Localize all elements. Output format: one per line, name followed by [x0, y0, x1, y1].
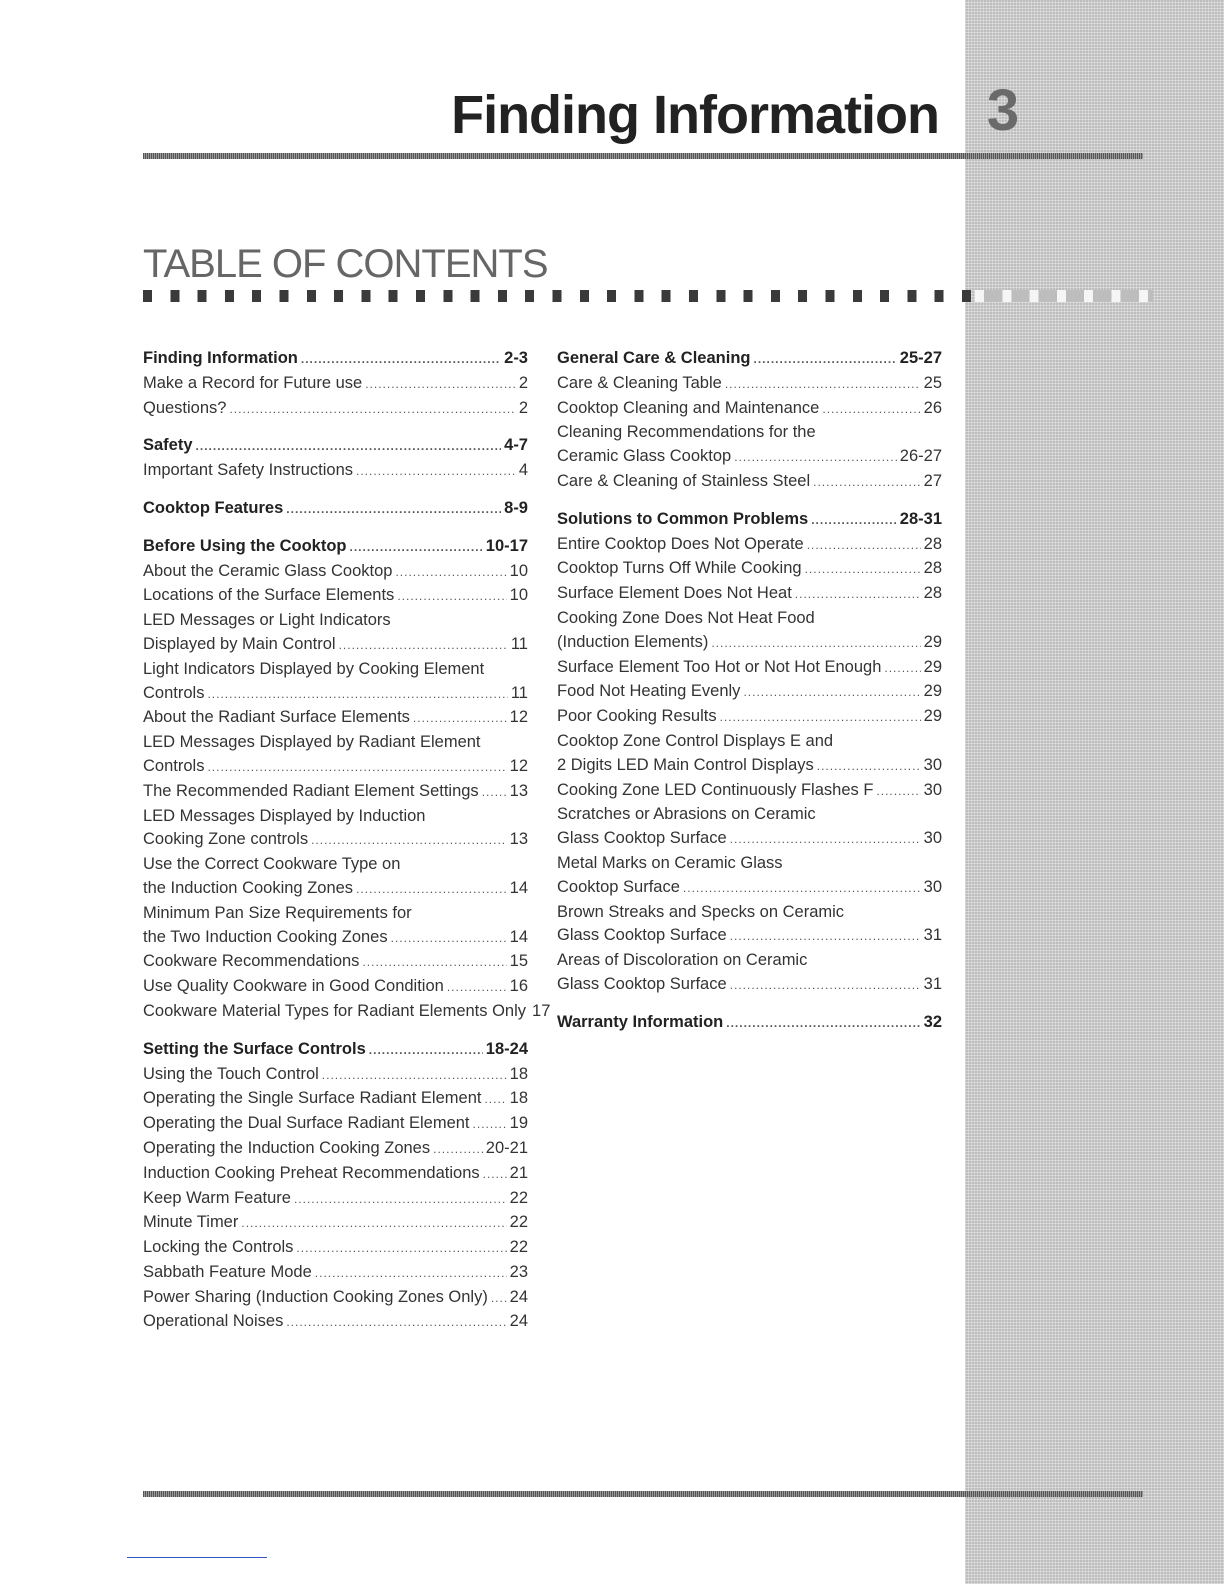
toc-page-number: 13	[509, 830, 528, 849]
toc-entry-title: Displayed by Main Control	[143, 634, 336, 653]
toc-entry[interactable]	[143, 1087, 528, 1112]
dot-leader	[433, 1138, 483, 1162]
dot-leader	[365, 373, 516, 397]
toc-page-number: 32	[923, 1012, 942, 1031]
toc-entry[interactable]	[143, 1112, 528, 1137]
toc-entry[interactable]	[557, 372, 942, 397]
toc-page-number: 17	[532, 1001, 551, 1020]
dot-leader	[447, 976, 507, 1000]
toc-entry-title: LED Messages or Light Indicators	[143, 611, 391, 630]
dot-leader	[391, 927, 507, 951]
toc-entry[interactable]	[143, 1261, 528, 1286]
toc-page-number: 14	[509, 878, 528, 897]
toc-entry-title: Cooktop Turns Off While Cooking	[557, 559, 802, 578]
toc-entry-title: (Induction Elements)	[557, 632, 709, 651]
toc-entry-title: General Care & Cleaning	[557, 349, 751, 367]
toc-entry-title: Brown Streaks and Specks on Ceramic	[557, 902, 845, 921]
toc-entry-title: Cleaning Recommendations for the	[557, 423, 816, 442]
toc-entry-title: Power Sharing (Induction Cooking Zones Only)	[143, 1287, 488, 1306]
toc-page-number: 11	[510, 683, 528, 702]
toc-entry[interactable]	[143, 805, 528, 829]
dot-leader	[730, 974, 921, 998]
toc-section	[143, 535, 551, 1025]
toc-page-number: 30	[923, 829, 942, 848]
toc-page-number: 25-27	[899, 349, 942, 367]
toc-entry[interactable]	[557, 631, 942, 656]
toc-entry[interactable]	[143, 1162, 528, 1187]
dot-leader	[811, 509, 897, 533]
toc-entry[interactable]	[143, 950, 528, 975]
toc-entry-title: the Induction Cooking Zones	[143, 878, 354, 897]
footer-rule	[143, 1491, 1143, 1497]
toc-entry[interactable]	[557, 730, 942, 754]
toc-page-number: 18	[509, 1064, 528, 1083]
toc-right-column	[557, 347, 942, 1049]
toc-entry[interactable]	[143, 682, 528, 707]
toc-section	[143, 434, 528, 484]
toc-entry[interactable]	[143, 1211, 528, 1236]
toc-page-number: 14	[509, 927, 528, 946]
toc-page-number: 31	[923, 926, 942, 945]
dot-leader	[753, 348, 896, 372]
dot-leader	[294, 1188, 507, 1212]
toc-entry-title: Operating the Dual Surface Radiant Element	[143, 1114, 470, 1133]
toc-entry[interactable]	[557, 533, 942, 558]
dot-leader	[286, 1311, 506, 1335]
toc-entry-title: Cooktop Features	[143, 498, 284, 517]
side-stripe	[965, 0, 1224, 1584]
toc-page-number: 10-17	[485, 536, 528, 555]
toc-page-number: 4	[518, 461, 528, 480]
dot-leader	[483, 1163, 507, 1187]
toc-entry-title: Minute Timer	[143, 1213, 239, 1232]
dot-leader	[362, 951, 506, 975]
dot-leader	[876, 780, 920, 804]
dot-leader	[207, 756, 506, 780]
toc-entry-title: Care & Cleaning Table	[557, 373, 722, 392]
toc-entry-title: Setting the Surface Controls	[143, 1039, 366, 1058]
toc-entry-title: Cooking Zone Does Not Heat Food	[557, 608, 815, 627]
toc-entry-title: the Two Induction Cooking Zones	[143, 927, 388, 946]
toc-entry-title: Sabbath Feature Mode	[143, 1262, 312, 1281]
dot-leader	[322, 1064, 507, 1088]
dot-leader	[683, 877, 921, 901]
toc-entry[interactable]	[143, 560, 528, 585]
toc-entry-title: Make a Record for Future use	[143, 373, 363, 392]
dot-leader	[339, 634, 508, 658]
dot-leader	[350, 536, 483, 560]
toc-page-number: 24	[509, 1287, 528, 1306]
toc-entry-title: Scratches or Abrasions on Ceramic	[557, 805, 816, 824]
toc-page-number: 30	[923, 755, 942, 774]
toc-page-number: 29	[923, 682, 942, 701]
toc-entry-title: Cookware Recommendations	[143, 952, 360, 971]
page-title: Finding Information	[451, 85, 939, 145]
toc-entry-title: Before Using the Cooktop	[143, 536, 347, 555]
toc-section-heading[interactable]	[143, 434, 528, 459]
toc-section-heading[interactable]	[143, 1038, 528, 1063]
toc-section	[143, 347, 528, 421]
dot-leader	[805, 558, 921, 582]
toc-section	[557, 1011, 942, 1036]
toc-section-heading[interactable]	[557, 508, 942, 533]
dot-leader	[817, 755, 921, 779]
dot-leader	[807, 534, 921, 558]
toc-page-number: 29	[923, 632, 942, 651]
toc-entry[interactable]	[557, 876, 942, 901]
toc-section-heading[interactable]	[143, 347, 528, 372]
toc-page-number: 2	[518, 373, 528, 392]
dot-leader	[734, 446, 897, 470]
toc-page-number: 4-7	[504, 436, 528, 455]
toc-entry-title: Warranty Information	[557, 1012, 724, 1031]
toc-page-number: 20-21	[485, 1138, 528, 1157]
toc-entry[interactable]	[143, 633, 528, 658]
toc-entry[interactable]	[143, 853, 528, 877]
toc-page-number: 10	[509, 586, 528, 605]
toc-entry[interactable]	[143, 755, 528, 780]
toc-entry[interactable]	[557, 949, 942, 973]
toc-section-heading[interactable]	[557, 1011, 942, 1036]
dot-leader	[196, 435, 502, 459]
toc-page-number: 18	[509, 1089, 528, 1108]
toc-entry-title: Safety	[143, 436, 193, 455]
toc-entry[interactable]	[143, 1236, 528, 1261]
toc-entry-title: Cooking Zone LED Continuously Flashes F	[557, 780, 874, 799]
toc-entry-title: Ceramic Glass Cooktop	[557, 447, 732, 466]
toc-page-number: 27	[923, 471, 942, 490]
toc-entry[interactable]	[557, 924, 942, 949]
dot-leader	[484, 1088, 506, 1112]
toc-entry[interactable]	[557, 421, 942, 445]
toc-entry[interactable]	[557, 852, 942, 876]
toc-entry-title: Operating the Single Surface Radiant Element	[143, 1089, 482, 1108]
dot-leader	[207, 683, 507, 707]
toc-entry-title: Finding Information	[143, 349, 298, 367]
dot-leader	[491, 1287, 507, 1311]
toc-page-number: 12	[509, 708, 528, 727]
toc-page-number: 22	[509, 1188, 528, 1207]
dot-leader	[397, 585, 506, 609]
toc-entry[interactable]	[143, 658, 528, 682]
toc-section-heading[interactable]	[143, 497, 528, 522]
toc-page-number: 8-9	[504, 498, 528, 517]
toc-entry-title: Use the Correct Cookware Type on	[143, 855, 401, 874]
toc-entry-title: Poor Cooking Results	[557, 707, 717, 726]
toc-entry-title: LED Messages Displayed by Radiant Element	[143, 733, 481, 752]
toc-entry-title: Controls	[143, 756, 205, 775]
toc-entry[interactable]	[143, 780, 528, 805]
toc-entry[interactable]	[557, 901, 942, 925]
toc-title: TABLE OF CONTENTS	[143, 242, 548, 286]
toc-entry-title: Light Indicators Displayed by Cooking Element	[143, 659, 485, 678]
toc-entry[interactable]	[557, 973, 942, 998]
toc-entry[interactable]	[557, 582, 942, 607]
toc-entry-title: Use Quality Cookware in Good Condition	[143, 977, 444, 996]
toc-entry[interactable]	[557, 557, 942, 582]
toc-entry-title: About the Radiant Surface Elements	[143, 708, 410, 727]
toc-entry[interactable]	[143, 902, 528, 926]
toc-entry-title: Food Not Heating Evenly	[557, 682, 741, 701]
dot-leader	[730, 925, 921, 949]
toc-entry-title: About the Ceramic Glass Cooktop	[143, 561, 393, 580]
dot-leader	[726, 1012, 920, 1036]
toc-entry[interactable]	[143, 1063, 528, 1088]
toc-section	[557, 347, 942, 495]
dot-leader	[720, 706, 921, 730]
toc-entry-title: Cooktop Cleaning and Maintenance	[557, 398, 820, 417]
toc-entry[interactable]	[557, 803, 942, 827]
dot-leader	[413, 707, 507, 731]
toc-page-number: 12	[509, 756, 528, 775]
toc-entry-title: LED Messages Displayed by Induction	[143, 806, 426, 825]
toc-entry[interactable]	[557, 445, 942, 470]
toc-entry[interactable]	[143, 1000, 551, 1025]
toc-entry-title: Induction Cooking Preheat Recommendations	[143, 1163, 480, 1182]
toc-entry-title: Cooking Zone controls	[143, 830, 309, 849]
toc-section-heading[interactable]	[143, 535, 528, 560]
toc-entry-title: Operating the Induction Cooking Zones	[143, 1138, 431, 1157]
toc-entry[interactable]	[143, 828, 528, 853]
toc-page-number: 18-24	[485, 1039, 528, 1058]
toc-page-number: 26-27	[899, 447, 942, 466]
dot-leader	[229, 398, 515, 422]
toc-entry[interactable]	[143, 584, 528, 609]
toc-entry[interactable]	[557, 680, 942, 705]
toc-entry-title: Keep Warm Feature	[143, 1188, 291, 1207]
toc-entry-title: Using the Touch Control	[143, 1064, 319, 1083]
dot-leader	[482, 781, 507, 805]
dot-leader	[725, 373, 921, 397]
toc-entry-title: Questions?	[143, 398, 227, 417]
toc-page-number: 26	[923, 398, 942, 417]
toc-entry-title: Care & Cleaning of Stainless Steel	[557, 471, 811, 490]
toc-entry[interactable]	[143, 731, 528, 755]
toc-section	[143, 497, 528, 522]
toc-entry[interactable]	[143, 609, 528, 633]
toc-page-number: 10	[509, 561, 528, 580]
toc-page-number: 15	[509, 952, 528, 971]
toc-entry[interactable]	[143, 1286, 528, 1311]
toc-page-number: 22	[509, 1238, 528, 1257]
toc-entry-title: Cooktop Surface	[557, 877, 680, 896]
dot-leader	[286, 498, 501, 522]
toc-entry[interactable]	[143, 372, 528, 397]
dot-leader	[743, 681, 920, 705]
toc-entry[interactable]	[557, 607, 942, 631]
dot-leader	[241, 1212, 506, 1236]
dot-leader	[356, 878, 507, 902]
toc-page-number: 21	[509, 1163, 528, 1182]
toc-page-number: 2	[518, 398, 528, 417]
dot-leader	[369, 1039, 483, 1063]
toc-page-number: 25	[923, 373, 942, 392]
toc-entry-title: Surface Element Too Hot or Not Hot Enough	[557, 657, 882, 676]
chapter-number: 3	[986, 78, 1020, 143]
toc-entry-title: Surface Element Does Not Heat	[557, 584, 792, 603]
dot-divider	[143, 290, 1153, 302]
dot-leader	[356, 460, 516, 484]
toc-entry-title: Operational Noises	[143, 1312, 284, 1331]
dot-leader	[795, 583, 921, 607]
toc-page-number: 28-31	[899, 509, 942, 528]
toc-entry[interactable]	[143, 1310, 528, 1335]
footer-link-line	[127, 1557, 267, 1558]
dot-leader	[395, 561, 506, 585]
toc-page-number: 13	[509, 781, 528, 800]
toc-entry-title: Minimum Pan Size Requirements for	[143, 903, 412, 922]
toc-page-number: 11	[510, 634, 528, 653]
toc-entry[interactable]	[143, 1187, 528, 1212]
toc-entry-title: Glass Cooktop Surface	[557, 974, 727, 993]
toc-page-number: 29	[923, 657, 942, 676]
toc-section-heading[interactable]	[557, 347, 942, 372]
toc-page-number: 28	[923, 559, 942, 578]
toc-entry[interactable]	[143, 706, 528, 731]
toc-entry[interactable]	[143, 877, 528, 902]
toc-page-number: 24	[509, 1312, 528, 1331]
toc-section	[143, 1038, 528, 1336]
toc-entry-title: Controls	[143, 683, 205, 702]
dot-leader	[813, 471, 921, 495]
toc-page-number: 2-3	[504, 349, 528, 367]
toc-entry[interactable]	[557, 397, 942, 422]
dot-leader	[730, 828, 921, 852]
toc-entry-title: Important Safety Instructions	[143, 461, 354, 480]
toc-page-number: 30	[923, 780, 942, 799]
toc-entry-title: 2 Digits LED Main Control Displays	[557, 755, 814, 774]
header-rule	[143, 153, 1143, 159]
toc-page-number: 22	[509, 1213, 528, 1232]
toc-page-number: 23	[509, 1262, 528, 1281]
toc-entry[interactable]	[557, 656, 942, 681]
toc-page-number: 28	[923, 584, 942, 603]
toc-section	[557, 508, 942, 998]
toc-entry[interactable]	[557, 470, 942, 495]
toc-page-number: 30	[923, 877, 942, 896]
dot-leader	[315, 1262, 507, 1286]
toc-entry-title: Solutions to Common Problems	[557, 509, 809, 528]
dot-leader	[822, 398, 920, 422]
toc-entry[interactable]	[143, 926, 528, 951]
toc-entry-title: Entire Cooktop Does Not Operate	[557, 534, 804, 553]
toc-entry-title: Locking the Controls	[143, 1238, 294, 1257]
toc-entry[interactable]	[143, 459, 528, 484]
dot-leader	[473, 1113, 507, 1137]
toc-left-column	[143, 347, 551, 1348]
toc-entry[interactable]	[143, 975, 528, 1000]
toc-entry-title: Areas of Discoloration on Ceramic	[557, 951, 808, 970]
toc-entry-title: Locations of the Surface Elements	[143, 586, 395, 605]
toc-entry-title: Glass Cooktop Surface	[557, 829, 727, 848]
toc-entry[interactable]	[557, 827, 942, 852]
dot-leader	[296, 1237, 506, 1261]
toc-page-number: 16	[509, 977, 528, 996]
toc-entry-title: Metal Marks on Ceramic Glass	[557, 853, 783, 872]
toc-entry[interactable]	[143, 397, 528, 422]
toc-entry[interactable]	[557, 705, 942, 730]
toc-page-number: 29	[923, 707, 942, 726]
toc-page-number: 28	[923, 534, 942, 553]
toc-entry-title: Glass Cooktop Surface	[557, 926, 727, 945]
toc-entry[interactable]	[557, 754, 942, 779]
toc-entry-title: Cookware Material Types for Radiant Elements Only	[143, 1001, 527, 1020]
toc-entry-title: The Recommended Radiant Element Settings	[143, 781, 479, 800]
toc-page-number: 19	[509, 1114, 528, 1133]
toc-entry-title: Cooktop Zone Control Displays E and	[557, 731, 834, 750]
dot-leader	[711, 632, 920, 656]
toc-entry[interactable]	[143, 1137, 528, 1162]
dot-leader	[301, 348, 501, 372]
dot-leader	[884, 657, 920, 681]
toc-entry[interactable]	[557, 779, 942, 804]
toc-page-number: 31	[923, 974, 942, 993]
dot-leader	[311, 829, 507, 853]
